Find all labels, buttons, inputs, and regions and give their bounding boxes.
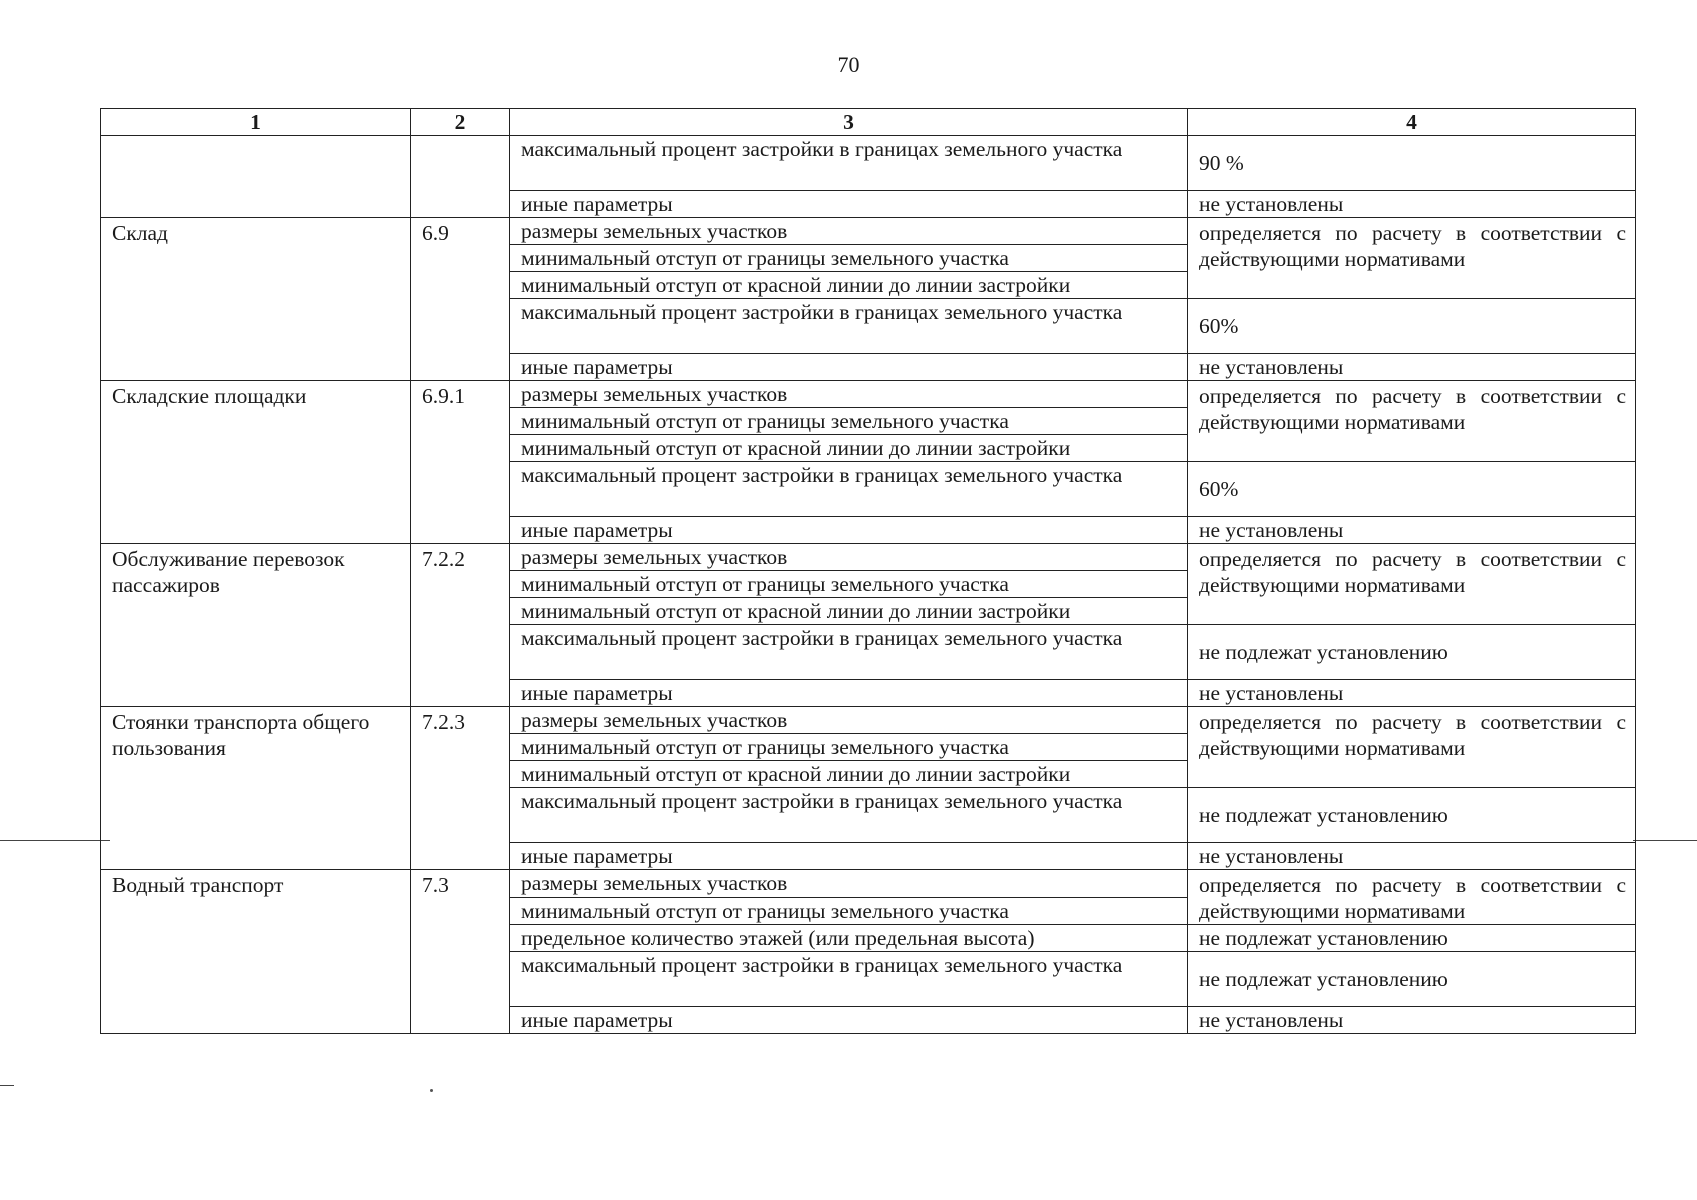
continuation-code-cell	[411, 136, 510, 218]
scan-fold-line-left	[0, 840, 110, 841]
value-cell: 90 %	[1188, 136, 1636, 191]
value-cell: 60%	[1188, 299, 1636, 354]
scan-dot	[430, 1089, 433, 1092]
param-cell: иные параметры	[510, 354, 1188, 381]
use-type-code: 6.9.1	[411, 381, 510, 544]
param-cell: максимальный процент застройки в границах земельного участка	[510, 788, 1188, 843]
param-cell: минимальный отступ от границы земельного участка	[510, 571, 1188, 598]
value-cell: не установлены	[1188, 680, 1636, 707]
param-cell: размеры земельных участков	[510, 870, 1188, 898]
merged-value-cell: определяется по расчету в соответствии с действующими нормативами	[1188, 870, 1636, 925]
param-cell: максимальный процент застройки в границах земельного участка	[510, 462, 1188, 517]
param-cell: размеры земельных участков	[510, 381, 1188, 408]
param-cell: размеры земельных участков	[510, 544, 1188, 571]
value-cell: не подлежат установлению	[1188, 925, 1636, 952]
param-cell: иные параметры	[510, 843, 1188, 870]
value-cell: не установлены	[1188, 191, 1636, 218]
param-cell: иные параметры	[510, 517, 1188, 544]
value-cell: не подлежат установлению	[1188, 788, 1636, 843]
param-cell: иные параметры	[510, 191, 1188, 218]
param-cell: предельное количество этажей (или предельная высота)	[510, 925, 1188, 952]
use-type-name: Склад	[101, 218, 411, 381]
column-header: 2	[411, 109, 510, 136]
param-cell: размеры земельных участков	[510, 218, 1188, 245]
use-type-name: Складские площадки	[101, 381, 411, 544]
param-cell: максимальный процент застройки в границах земельного участка	[510, 136, 1188, 191]
param-cell: максимальный процент застройки в границах земельного участка	[510, 625, 1188, 680]
continuation-name-cell	[101, 136, 411, 218]
table-header-row	[101, 109, 1636, 136]
merged-value-cell: определяется по расчету в соответствии с действующими нормативами	[1188, 707, 1636, 788]
use-type-code: 7.3	[411, 870, 510, 1034]
column-header: 3	[510, 109, 1188, 136]
value-cell: 60%	[1188, 462, 1636, 517]
page-number: 70	[837, 52, 860, 77]
value-cell: не подлежат установлению	[1188, 952, 1636, 1007]
use-type-name: Обслуживание перевозок пассажиров	[101, 544, 411, 707]
param-cell: минимальный отступ от границы земельного участка	[510, 734, 1188, 761]
table-row	[101, 707, 1636, 734]
value-cell: не установлены	[1188, 354, 1636, 381]
regulations-table	[100, 108, 1636, 1034]
table-row	[101, 870, 1636, 898]
param-cell: максимальный процент застройки в границах земельного участка	[510, 299, 1188, 354]
param-cell: минимальный отступ от границы земельного участка	[510, 245, 1188, 272]
use-type-code: 6.9	[411, 218, 510, 381]
param-cell: максимальный процент застройки в границах земельного участка	[510, 952, 1188, 1007]
param-cell: иные параметры	[510, 680, 1188, 707]
param-cell: минимальный отступ от красной линии до линии застройки	[510, 435, 1188, 462]
param-cell: иные параметры	[510, 1007, 1188, 1034]
use-type-name: Стоянки транспорта общего пользования	[101, 707, 411, 870]
table-row	[101, 136, 1636, 191]
param-cell: минимальный отступ от красной линии до линии застройки	[510, 761, 1188, 788]
column-header: 4	[1188, 109, 1636, 136]
scan-edge-mark	[0, 1085, 14, 1086]
param-cell: минимальный отступ от границы земельного участка	[510, 897, 1188, 925]
column-header: 1	[101, 109, 411, 136]
table-row	[101, 544, 1636, 571]
merged-value-cell: определяется по расчету в соответствии с действующими нормативами	[1188, 218, 1636, 299]
value-cell: не установлены	[1188, 1007, 1636, 1034]
table-row	[101, 381, 1636, 408]
use-type-code: 7.2.3	[411, 707, 510, 870]
use-type-code: 7.2.2	[411, 544, 510, 707]
merged-value-cell: определяется по расчету в соответствии с действующими нормативами	[1188, 544, 1636, 625]
param-cell: минимальный отступ от красной линии до линии застройки	[510, 598, 1188, 625]
param-cell: минимальный отступ от красной линии до линии застройки	[510, 272, 1188, 299]
value-cell: не установлены	[1188, 843, 1636, 870]
table-row	[101, 218, 1636, 245]
param-cell: размеры земельных участков	[510, 707, 1188, 734]
value-cell: не установлены	[1188, 517, 1636, 544]
merged-value-cell: определяется по расчету в соответствии с действующими нормативами	[1188, 381, 1636, 462]
scan-fold-line-right	[1633, 840, 1697, 841]
param-cell: минимальный отступ от границы земельного участка	[510, 408, 1188, 435]
value-cell: не подлежат установлению	[1188, 625, 1636, 680]
use-type-name: Водный транспорт	[101, 870, 411, 1034]
